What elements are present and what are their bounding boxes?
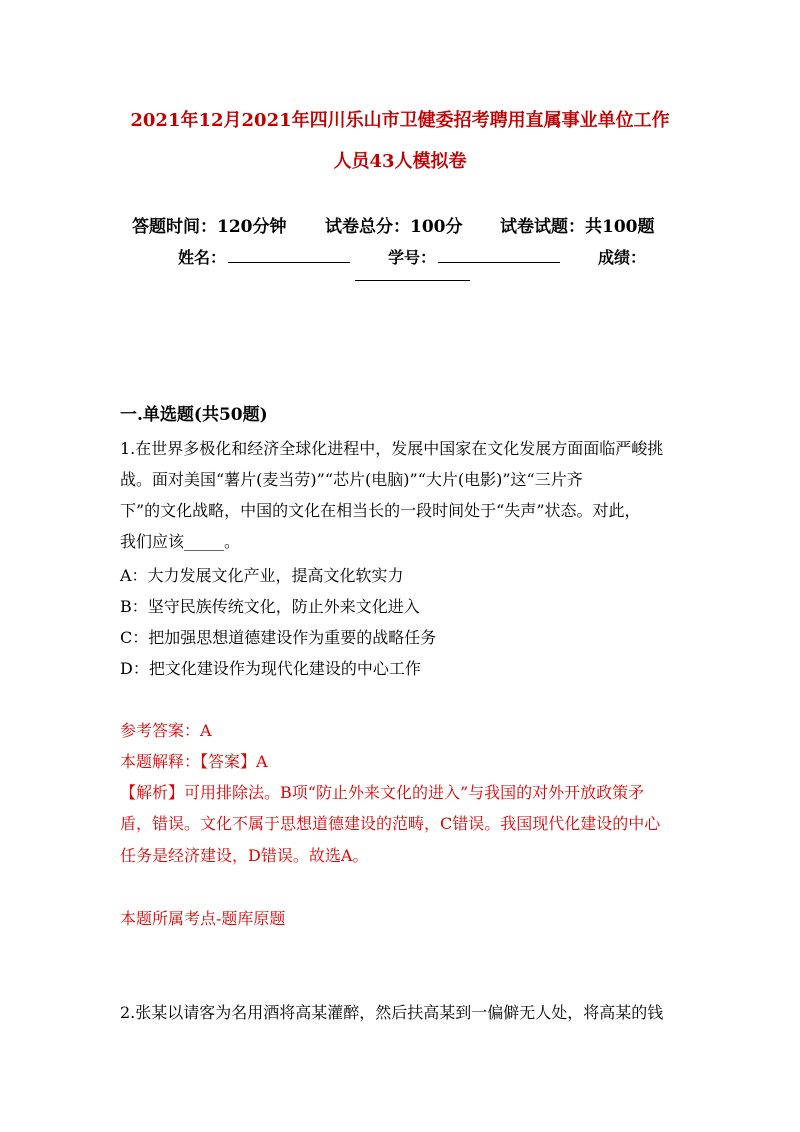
student-id-blank-line [438,262,560,263]
exam-question-count: 试卷试题：共100题 [500,217,655,237]
question1-stem-line: 下”的文化战略，中国的文化在相当长的一段时间处于“失声”状态。对此， [120,501,641,520]
name-label: 姓名： [178,248,227,267]
section-heading: 一.单选题(共50题) [120,405,268,425]
document-title-line-2: 人员43人模拟卷 [333,151,467,172]
analysis-line: 【解析】可用排除法。B项“防止外来文化的进入”与我国的对外开放政策矛 [120,783,645,802]
exam-time: 答题时间：120分钟 [132,217,287,237]
name-blank-line [228,262,350,263]
option-c: C：把加强思想道德建设作为重要的战略任务 [120,628,437,647]
reference-answer: 参考答案：A [120,721,212,740]
option-b: B：坚守民族传统文化，防止外来文化进入 [120,597,420,616]
explanation-header: 本题解释：【答案】A [120,752,268,771]
question-source: 本题所属考点-题库原题 [120,909,286,928]
question1-stem-line: 战。面对美国“薯片(麦当劳)”“芯片(电脑)”“大片(电影)”这“三片齐 [120,470,583,489]
analysis-line: 任务是经济建设，D错误。故选A。 [120,846,369,865]
grade-label: 成绩： [598,248,647,267]
question1-stem-line: 我们应该_____。 [120,532,241,551]
option-a: A：大力发展文化产业，提高文化软实力 [120,566,404,585]
option-d: D：把文化建设作为现代化建设的中心工作 [120,659,421,678]
question2-stem-line: 2.张某以请客为名用酒将高某灌醉，然后扶高某到一偏僻无人处，将高某的钱 [120,1003,664,1022]
student-id-label: 学号： [388,248,437,267]
exam-total-score: 试卷总分：100分 [325,217,463,237]
document-title-line-1: 2021年12月2021年四川乐山市卫健委招考聘用直属事业单位工作 [130,110,670,131]
analysis-line: 盾，错误。文化不属于思想道德建设的范畴，C错误。我国现代化建设的中心 [120,814,661,833]
question1-stem-line: 1.在世界多极化和经济全球化进程中，发展中国家在文化发展方面面临严峻挑 [120,439,664,458]
grade-blank-line [355,280,470,281]
